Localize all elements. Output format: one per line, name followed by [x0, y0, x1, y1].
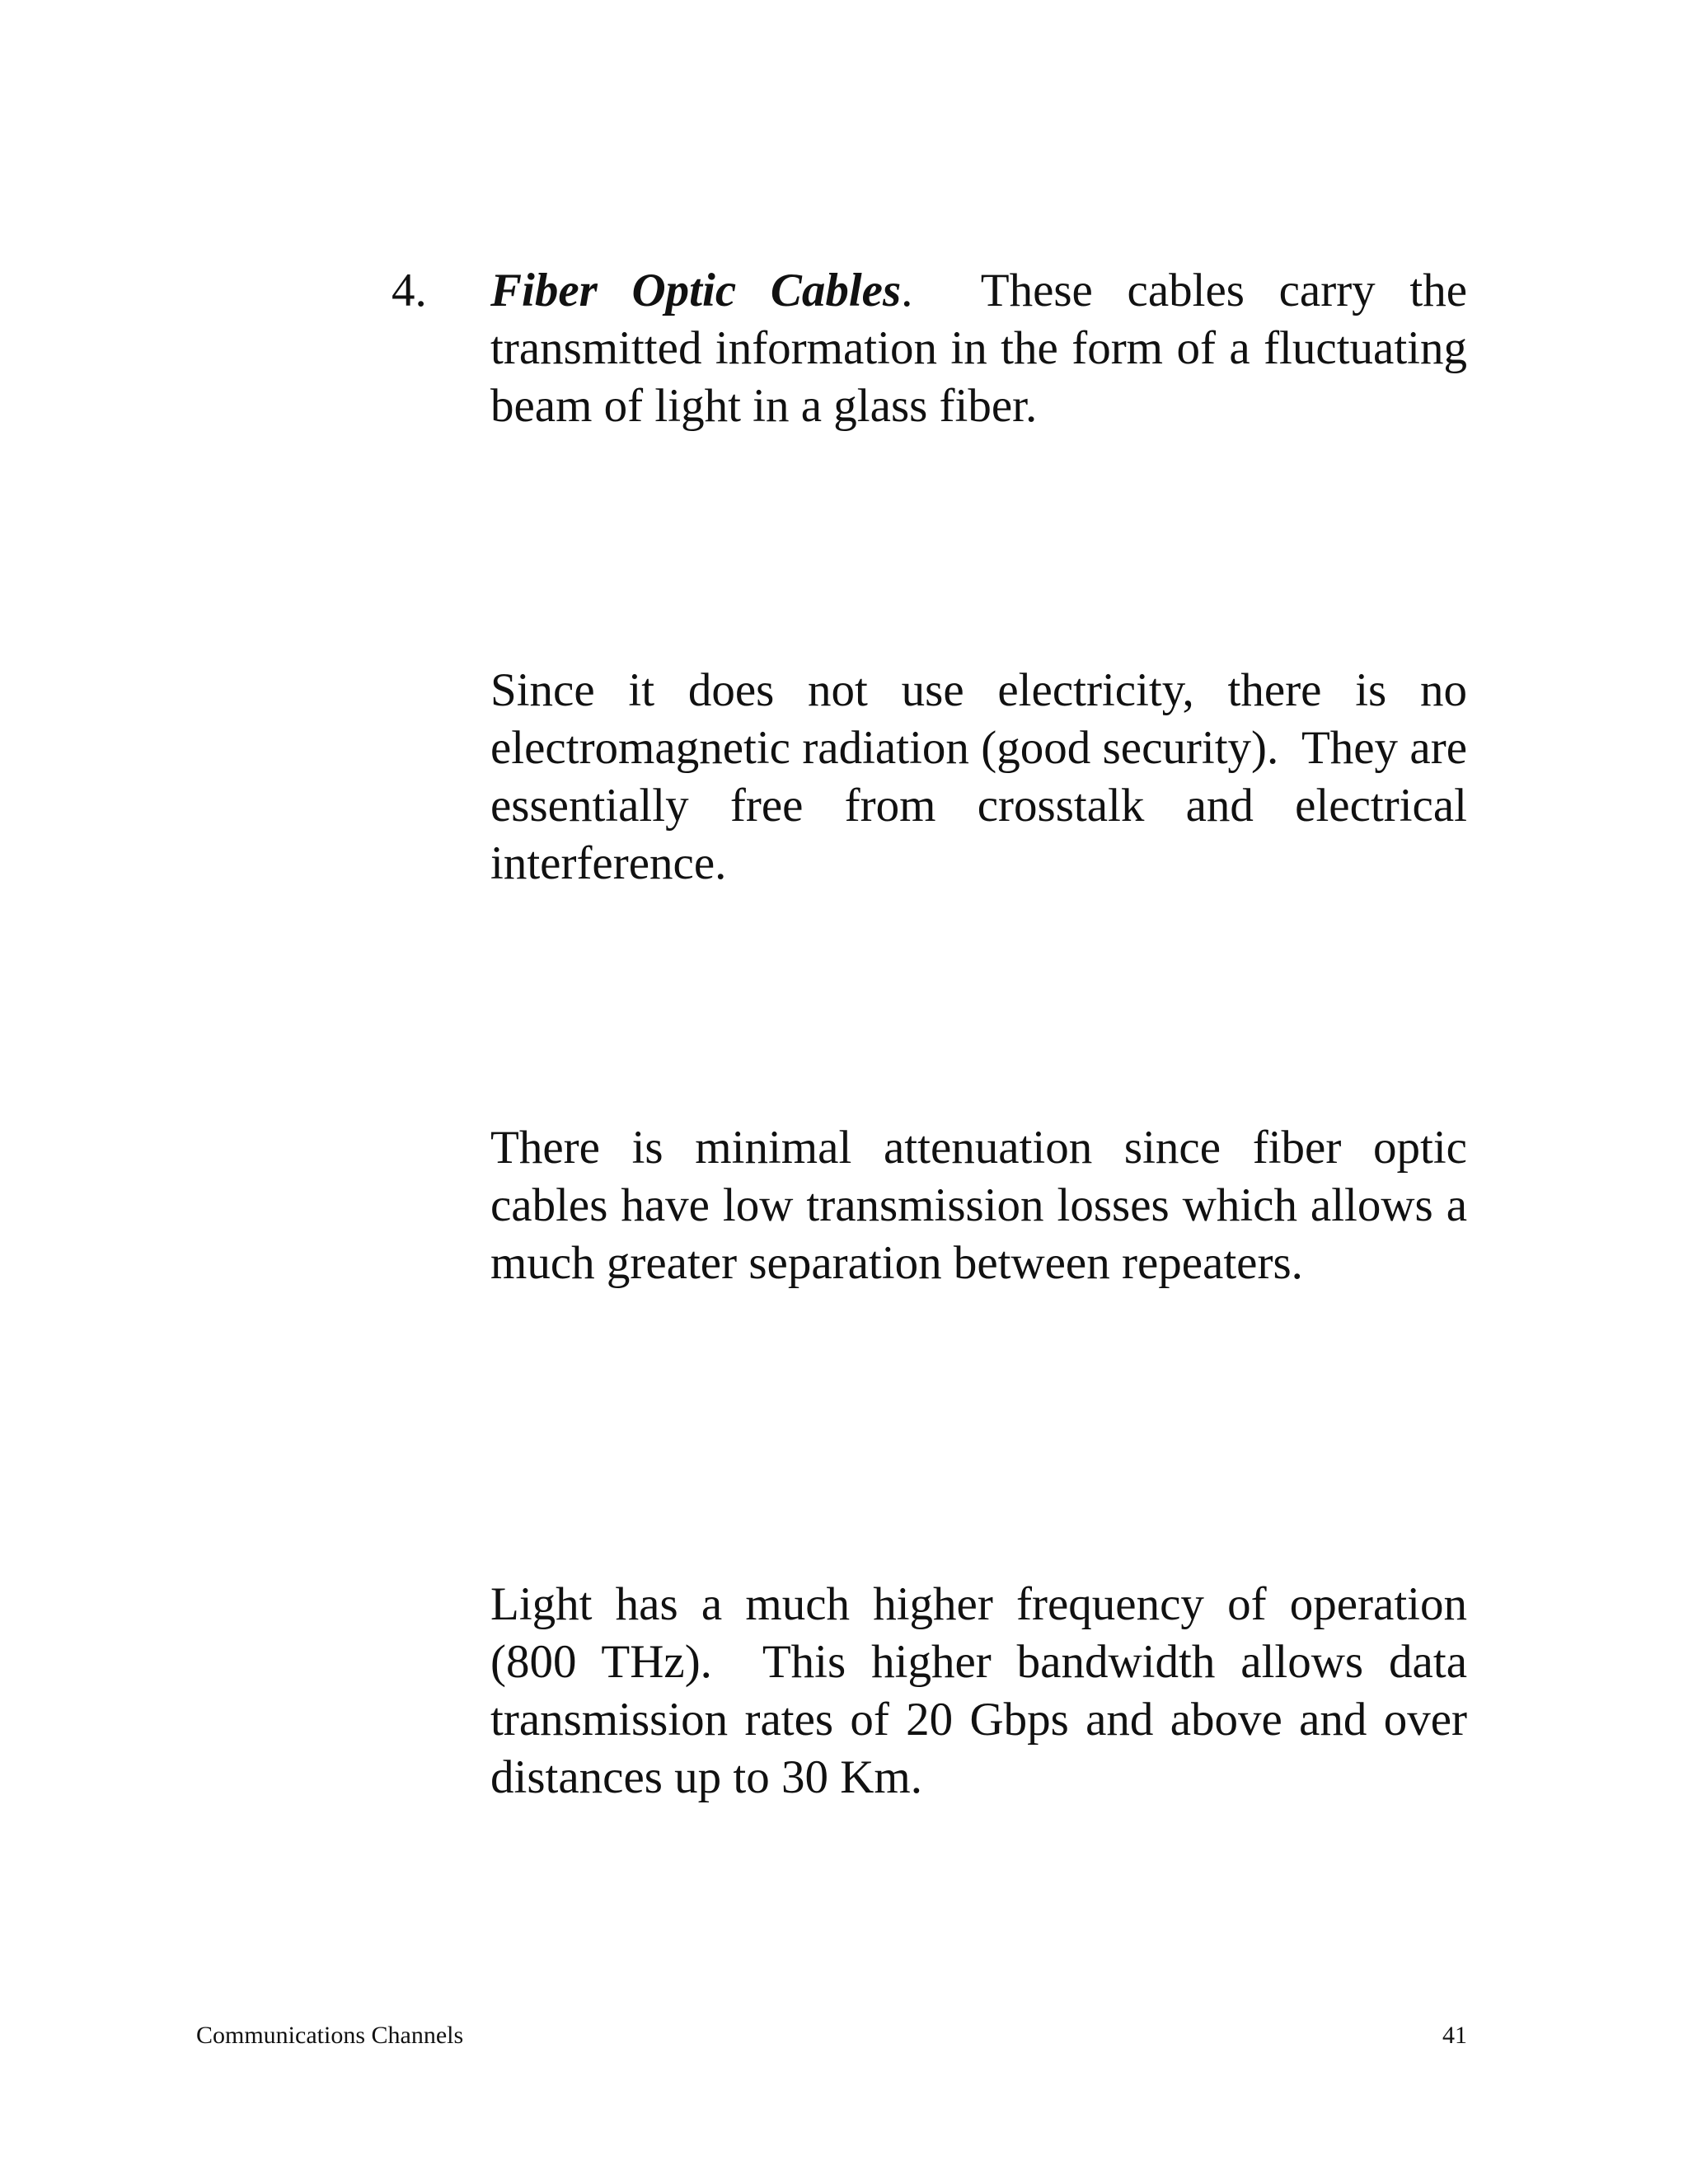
footer-title: Communications Channels [196, 2022, 464, 2049]
paragraph-attenuation: There is minimal attenuation since fiber optic cables have low transmission losses which allows a much greater separation between repeaters. [490, 1122, 1479, 1289]
paragraph-security: Since it does not use electricity, there is no electromagnetic radiation (good security). They are essentially free from crosstalk and electrical interference. [490, 664, 1479, 889]
section-heading: Fiber Optic Cables [490, 265, 902, 316]
list-item-number: 4. [392, 265, 427, 316]
intro-paragraph [490, 262, 1479, 435]
page-number: 41 [1442, 2022, 1467, 2049]
heading-period: . [901, 265, 913, 316]
intro-text: These cables carry the transmitted information in the form of a fluctuating beam of light in a glass fiber. [490, 265, 1479, 432]
paragraph-bandwidth: Light has a much higher frequency of operation (800 THz). This higher bandwidth allows data transmission rates of 20 Gbps and above and over distances up to 30 Km. [490, 1578, 1479, 1803]
